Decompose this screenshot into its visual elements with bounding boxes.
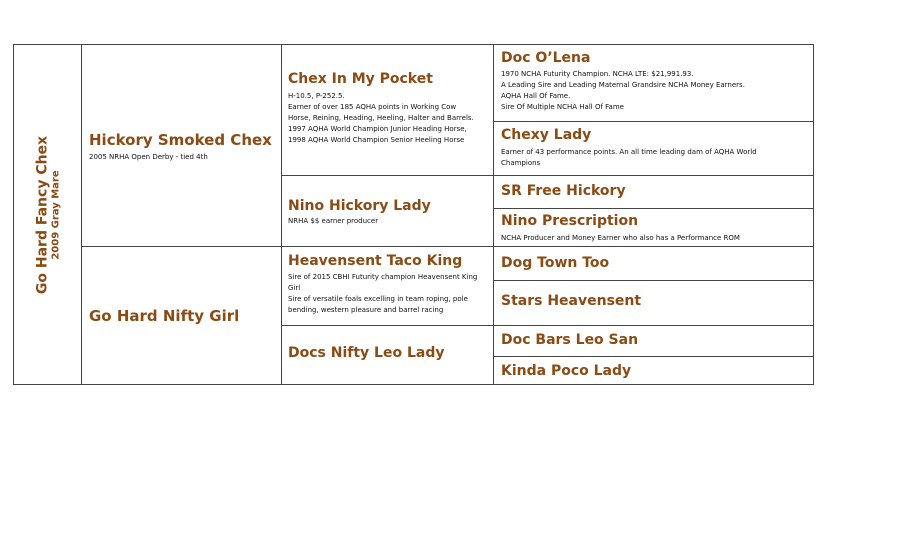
divider — [493, 356, 814, 357]
ancestor-name: Doc Bars Leo San — [501, 332, 639, 348]
ancestor-name: Stars Heavensent — [501, 293, 642, 309]
divider — [281, 45, 282, 384]
dam-sire-desc-line: Sire of 2015 CBHI Futurity champion Heavensent King — [288, 273, 478, 281]
sire-sire-desc-line: H-10.5, P-252.5. — [288, 92, 345, 100]
divider — [493, 121, 814, 122]
ancestor-cell — [501, 293, 811, 309]
dam-sire-desc-line: Sire of versatile foals excelling in team roping, pole — [288, 295, 468, 303]
sire-sire-cell — [288, 71, 490, 146]
dam-sire-desc-line: Girl — [288, 284, 301, 292]
divider — [493, 280, 814, 281]
sire-name: Hickory Smoked Chex — [89, 131, 272, 149]
ancestor-name: Dog Town Too — [501, 255, 610, 271]
ancestor-cell — [501, 127, 811, 169]
ancestor-cell — [501, 255, 811, 271]
ancestor-name: Nino Prescription — [501, 213, 639, 229]
subject-name: Go Hard Fancy Chex — [34, 135, 51, 295]
ancestor-name: SR Free Hickory — [501, 183, 626, 199]
pedigree-chart — [13, 44, 814, 385]
dam-sire-name: Heavensent Taco King — [288, 253, 463, 269]
ancestor-cell — [501, 183, 811, 199]
sire-dam-cell — [288, 198, 490, 227]
ancestor-desc-line: Champions — [501, 159, 541, 167]
sire-cell — [89, 131, 277, 163]
sire-sire-desc-line: Horse, Reining, Heading, Heeling, Halter and Barrels. — [288, 114, 474, 122]
dam-sire-desc-line: bending, western pleasure and barrel racing — [288, 306, 444, 314]
sire-desc-line: 2005 NRHA Open Derby - tied 4th — [89, 153, 208, 161]
ancestor-cell — [501, 332, 811, 348]
sire-sire-name: Chex In My Pocket — [288, 71, 433, 87]
ancestor-desc-line: Earner of 43 performance points. An all time leading dam of AQHA World — [501, 148, 757, 156]
dam-cell — [89, 307, 277, 325]
sire-sire-desc-line: 1997 AQHA World Champion Junior Heading Horse, — [288, 125, 467, 133]
ancestor-name: Chexy Lady — [501, 127, 592, 143]
dam-dam-name: Docs Nifty Leo Lady — [288, 345, 445, 361]
ancestor-cell — [501, 363, 811, 379]
subject-cell — [14, 45, 82, 384]
divider — [81, 246, 814, 247]
dam-dam-cell — [288, 345, 490, 361]
divider — [281, 175, 814, 176]
subject-subtitle: 2009 Gray Mare — [50, 170, 62, 260]
ancestor-desc-line: Sire Of Multiple NCHA Hall Of Fame — [501, 103, 624, 111]
ancestor-desc-line: 1970 NCHA Futurity Champion. NCHA LTE: $21,991.93. — [501, 70, 694, 78]
ancestor-desc-line: AQHA Hall Of Fame. — [501, 92, 571, 100]
sire-dam-desc-line: NRHA $$ earner producer — [288, 217, 379, 225]
ancestor-cell — [501, 50, 811, 113]
divider — [281, 325, 814, 326]
dam-name: Go Hard Nifty Girl — [89, 307, 240, 325]
ancestor-cell — [501, 213, 811, 244]
sire-sire-desc-line: 1998 AQHA World Champion Senior Heeling Horse — [288, 136, 465, 144]
sire-dam-name: Nino Hickory Lady — [288, 198, 431, 214]
divider — [493, 45, 494, 384]
divider — [493, 208, 814, 209]
ancestor-name: Kinda Poco Lady — [501, 363, 632, 379]
ancestor-desc-line: A Leading Sire and Leading Maternal Grandsire NCHA Money Earners. — [501, 81, 745, 89]
sire-sire-desc-line: Earner of over 185 AQHA points in Working Cow — [288, 103, 457, 111]
dam-sire-cell — [288, 253, 490, 316]
ancestor-name: Doc O’Lena — [501, 50, 591, 66]
ancestor-desc-line: NCHA Producer and Money Earner who also has a Performance ROM — [501, 234, 740, 242]
